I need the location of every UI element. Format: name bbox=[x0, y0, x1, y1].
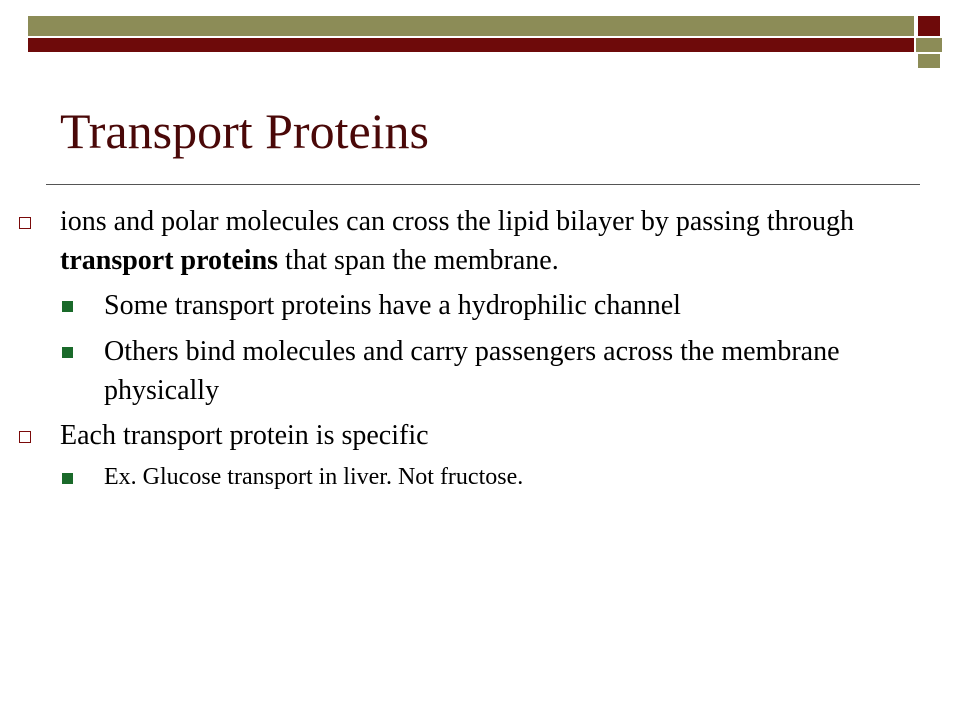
sub-bullet-item bbox=[104, 286, 920, 325]
title-underline bbox=[46, 184, 920, 185]
bullet-text: that span the membrane. bbox=[278, 245, 559, 277]
slide-title: Transport Proteins bbox=[60, 103, 430, 159]
bullet-bold-text: transport proteins bbox=[60, 245, 279, 277]
sub-bullet-text: Ex. Glucose transport in liver. Not fructose. bbox=[104, 464, 524, 491]
top-band-olive bbox=[28, 16, 914, 36]
sub-bullet-text: Some transport proteins have a hydrophilic channel bbox=[104, 290, 681, 322]
top-band-maroon bbox=[28, 38, 914, 52]
solid-square-bullet-icon bbox=[62, 347, 73, 358]
bullet-text: Each transport protein is specific bbox=[60, 419, 429, 451]
sub-bullet-item bbox=[104, 332, 920, 410]
solid-square-bullet-icon bbox=[62, 301, 73, 312]
corner-square-olive bbox=[918, 54, 940, 68]
slide-body bbox=[0, 202, 960, 501]
bullet-text: ions and polar molecules can cross the lipid bilayer by passing through bbox=[60, 206, 854, 237]
hollow-square-bullet-icon bbox=[19, 431, 31, 443]
sub-bullet-text: Others bind molecules and carry passengers across the membrane physically bbox=[104, 335, 840, 406]
corner-square-maroon bbox=[918, 16, 940, 36]
top-band-olive-end bbox=[916, 38, 942, 52]
hollow-square-bullet-icon bbox=[19, 217, 31, 229]
bullet-item bbox=[60, 202, 922, 280]
sub-bullet-item bbox=[104, 461, 920, 495]
bullet-item bbox=[60, 416, 922, 455]
solid-square-bullet-icon bbox=[62, 473, 73, 484]
